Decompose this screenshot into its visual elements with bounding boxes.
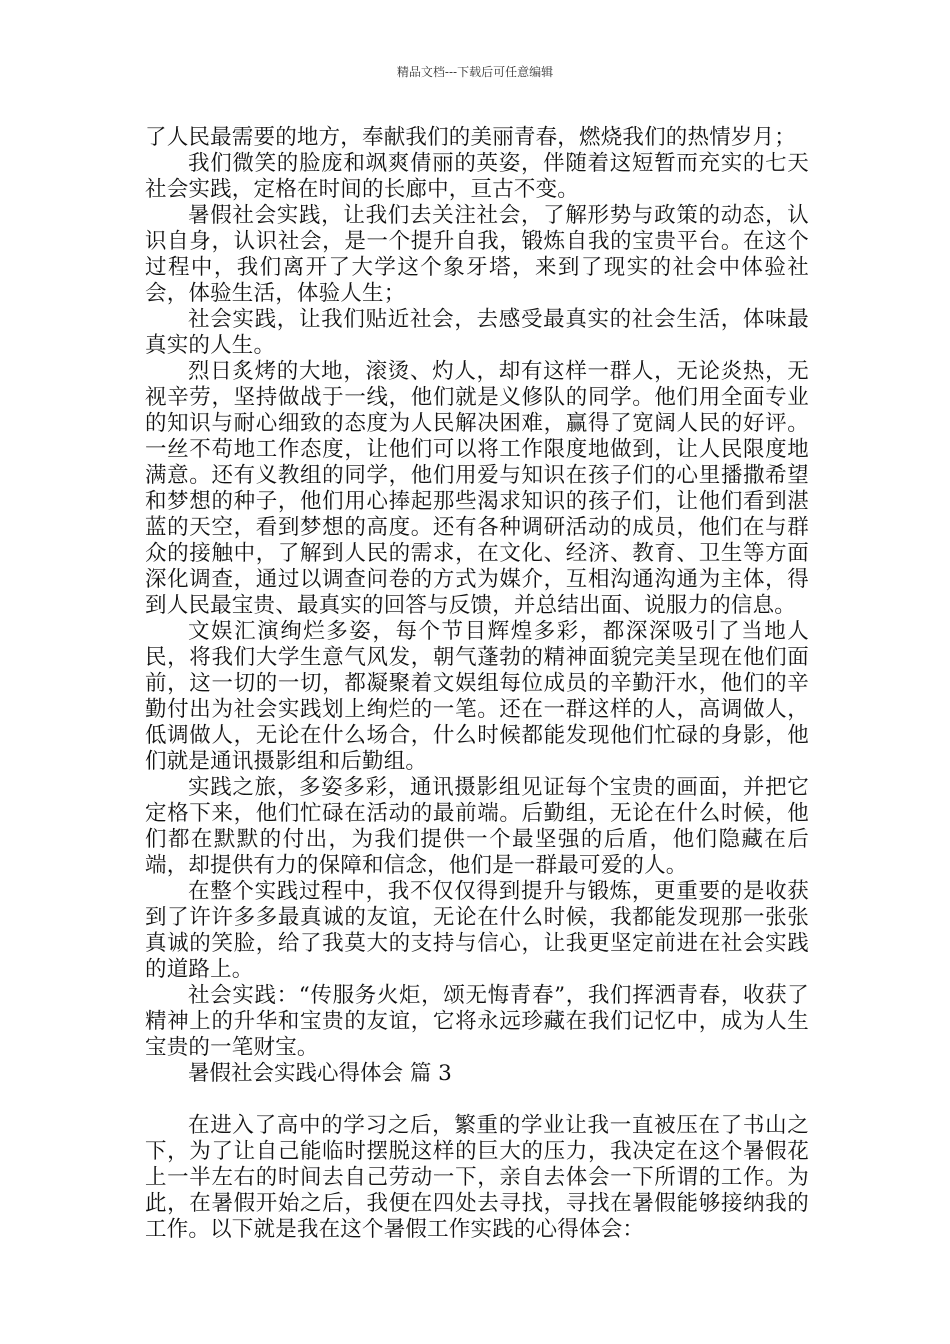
paragraph: 在整个实践过程中，我不仅仅得到提升与锻炼，更重要的是收获到了许许多多最真诚的友谊，无论在什么时候，我都能发现那一张张真诚的笑脸，给了我莫大的支持与信心，让我更坚定前进在社会实践的道路上。 [145,879,809,982]
paragraph: 暑假社会实践，让我们去关注社会，了解形势与政策的动态，认识自身，认识社会，是一个提升自我，锻炼自我的宝贵平台。在这个过程中，我们离开了大学这个象牙塔，来到了现实的社会中体验社会，体验生活，体验人生； [145,203,809,306]
page-header: 精品文档---下载后可任意编辑 [396,65,554,79]
section-heading: 暑假社会实践心得体会 篇 3 [188,1061,452,1086]
paragraph: 社会实践：“传服务火炬，颂无悔青春”，我们挥洒青春，收获了精神上的升华和宝贵的友谊，它将永远珍藏在我们记忆中，成为人生宝贵的一笔财宝。 [145,983,809,1060]
paragraph: 社会实践，让我们贴近社会，去感受最真实的社会生活，体味最真实的人生。 [145,307,809,358]
paragraph: 我们微笑的脸庞和飒爽倩丽的英姿，伴随着这短暂而充实的七天社会实践，定格在时间的长廊中，亘古不变。 [145,151,809,202]
blank-line [145,1087,809,1113]
paragraph: 烈日炙烤的大地，滚烫、灼人，却有这样一群人，无论炎热，无视辛劳，坚持做战于一线，他们就是义修队的同学。他们用全面专业的知识与耐心细致的态度为人民解决困难，赢得了宽阔人民的好评。一丝不苟地工作态度，让他们可以将工作限度地做到，让人民限度地满意。还有义教组的同学，他们用爱与知识在孩子们的心里播撒希望和梦想的种子，他们用心捧起那些渴求知识的孩子们，让他们看到湛蓝的天空，看到梦想的高度。还有各种调研活动的成员，他们在与群众的接触中，了解到人民的需求，在文化、经济、教育、卫生等方面深化调查，通过以调查问卷的方式为媒介，互相沟通沟通为主体，得到人民最宝贵、最真实的回答与反馈，并总结出面、说服力的信息。 [145,359,809,618]
paragraph: 实践之旅，多姿多彩，通讯摄影组见证每个宝贵的画面，并把它定格下来，他们忙碌在活动的最前端。后勤组，无论在什么时候，他们都在默默的付出，为我们提供一个最坚强的后盾，他们隐藏在后端，却提供有力的保障和信念，他们是一群最可爱的人。 [145,775,809,878]
paragraph: 文娱汇演绚烂多姿，每个节目辉煌多彩，都深深吸引了当地人民，将我们大学生意气风发，朝气蓬勃的精神面貌完美呈现在他们面前，这一切的一切，都凝聚着文娱组每位成员的辛勤汗水，他们的辛勤付出为社会实践划上绚烂的一笔。还在一群这样的人，高调做人，低调做人，无论在什么场合，什么时候都能发现他们忙碌的身影，他们就是通讯摄影组和后勤组。 [145,619,809,774]
document-body [145,125,809,1243]
paragraph-continued: 了人民最需要的地方，奉献我们的美丽青春，燃烧我们的热情岁月； [145,125,797,150]
paragraph: 在进入了高中的学习之后，繁重的学业让我一直被压在了书山之下，为了让自己能临时摆脱这样的巨大的压力，我决定在这个暑假花上一半左右的时间去自己劳动一下，亲自去体会一下所谓的工作。为此，在暑假开始之后，我便在四处去寻找，寻找在暑假能够接纳我的工作。以下就是我在这个暑假工作实践的心得体会： [145,1113,809,1242]
